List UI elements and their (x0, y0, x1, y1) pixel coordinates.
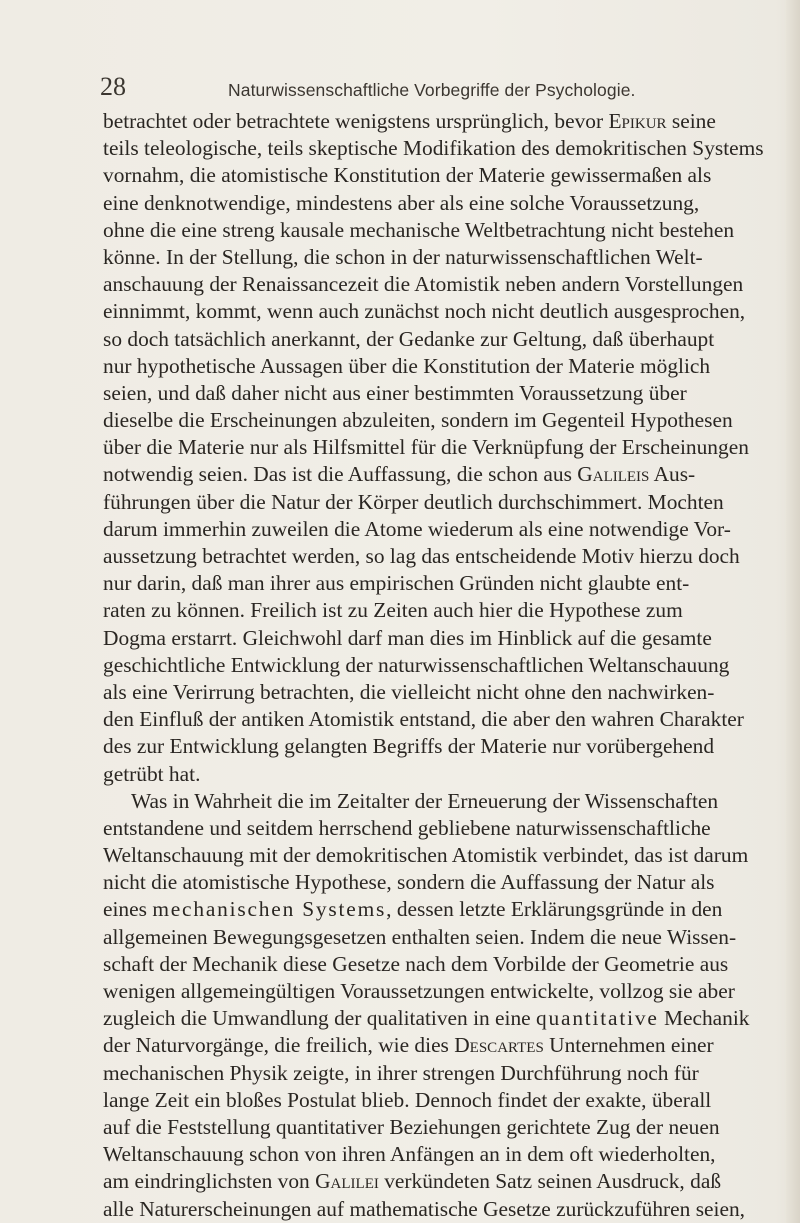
text-segment: betrachtet oder betrachtete wenigstens ursprünglich, bevor (103, 109, 609, 133)
text-line (103, 1114, 720, 1141)
text-segment: teils teleologische, teils skeptische Modifikation des demokritischen Systems (103, 136, 764, 161)
text-segment: der Naturvorgänge, die freilich, wie dies (103, 1033, 455, 1058)
author-name: Descartes (454, 1033, 544, 1058)
text-line (103, 190, 700, 217)
text-segment: am eindringlichsten von (103, 1169, 316, 1194)
text-segment: , dessen letzte Erklärungsgründe in den (386, 897, 723, 922)
text-line (103, 1168, 722, 1195)
text-segment: entstandene und seitdem herrschend gebliebene naturwissenschaftliche (103, 815, 711, 840)
text-segment: zugleich die Umwandlung der qualitativen in eine (103, 1006, 537, 1031)
text-line (103, 271, 744, 298)
text-line (103, 951, 729, 978)
running-title: Naturwissenschaftliche Vorbegriffe der Psychologie. (228, 80, 636, 100)
text-segment: raten zu können. Freilich ist zu Zeiten auch hier die Hypothese zum (103, 598, 683, 623)
text-line (103, 896, 723, 923)
text-segment: Mechanik (658, 1006, 750, 1031)
page-number: 28 (100, 72, 126, 101)
emphasized-text: quantitative (536, 1006, 659, 1031)
text-segment: verkündeten Satz seinen Ausdruck, daß (378, 1169, 722, 1194)
text-segment: seien, und daß daher nicht aus einer bestimmten Voraussetzung über (103, 380, 687, 405)
text-line (103, 543, 740, 570)
text-segment: eine denknotwendige, mindestens aber als eine solche Voraussetzung, (103, 190, 700, 215)
text-line (103, 516, 731, 543)
text-segment: Weltanschauung schon von ihren Anfängen an in dem oft wiederholten, (103, 1142, 716, 1167)
text-segment: Weltanschauung mit der demokritischen Atomistik verbindet, das ist darum (103, 843, 749, 868)
text-line (103, 461, 696, 488)
text-segment: aussetzung betrachtet werden, so lag das entscheidende Motiv hierzu doch (103, 544, 740, 568)
text-line (103, 597, 683, 624)
page-header (100, 72, 660, 106)
text-segment: seine (666, 109, 716, 133)
text-segment: nur hypothetische Aussagen über die Konstitution der Materie möglich (103, 353, 711, 378)
text-segment: Dogma erstarrt. Gleichwohl darf man dies im Hinblick auf die gesamte (103, 625, 712, 650)
text-line (103, 815, 711, 842)
text-segment: allgemeinen Bewegungsgesetzen enthalten seien. Indem die neue Wissen- (103, 924, 737, 949)
text-segment: nicht die atomistische Hypothese, sondern die Auffassung der Natur als (103, 870, 715, 895)
text-segment: den Einfluß der antiken Atomistik entstand, die aber den wahren Charakter (103, 707, 744, 732)
text-line (103, 788, 719, 815)
text-line (103, 924, 737, 951)
text-line (103, 1141, 716, 1168)
text-line (103, 625, 712, 652)
text-segment: auf die Feststellung quantitativer Beziehungen gerichtete Zug der neuen (103, 1114, 720, 1139)
text-line (103, 1032, 714, 1059)
text-segment: schaft der Mechanik diese Gesetze nach dem Vorbilde der Geometrie aus (103, 951, 729, 976)
text-line (103, 842, 749, 869)
text-segment: vornahm, die atomistische Konstitution der Materie gewissermaßen als (103, 163, 712, 188)
author-name: Epikur (608, 109, 667, 133)
text-line (103, 108, 716, 135)
text-segment: Aus- (649, 462, 696, 487)
text-segment: anschauung der Renaissancezeit die Atomistik neben andern Vorstellungen (103, 272, 744, 297)
text-segment: so doch tatsächlich anerkannt, der Gedanke zur Geltung, daß überhaupt (103, 326, 715, 351)
text-segment: lange Zeit ein bloßes Postulat blieb. Dennoch findet der exakte, überall (103, 1087, 712, 1112)
text-line (103, 217, 735, 244)
text-line (103, 761, 625, 788)
text-line (103, 1196, 746, 1223)
text-segment: könne. In der Stellung, die schon in der naturwissenschaftlichen Welt- (103, 244, 703, 269)
text-segment: des zur Entwicklung gelangten Begriffs der Materie nur vorübergehend (103, 734, 715, 759)
author-name: Galileis (577, 462, 650, 487)
body-text (103, 108, 764, 1223)
text-segment: mechanischen Physik zeigte, in ihrer strengen Durchführung noch für (103, 1060, 699, 1085)
text-segment: alle Naturerscheinungen auf mathematische Gesetze zurückzuführen seien, (103, 1196, 746, 1221)
text-line (103, 489, 724, 516)
text-line (103, 298, 746, 325)
text-line (103, 570, 690, 597)
text-line (103, 1060, 699, 1087)
text-line (103, 1005, 750, 1032)
page-edge (786, 0, 800, 1223)
text-segment: als eine Verirrung betrachten, die vielleicht nicht ohne den nachwirken- (103, 679, 715, 704)
text-line (103, 380, 687, 407)
text-segment: getrübt hat. (103, 761, 201, 786)
text-segment: einnimmt, kommt, wenn auch zunächst noch nicht deutlich ausgesprochen, (103, 299, 746, 324)
author-name: Galilei (315, 1169, 379, 1194)
text-line (103, 978, 735, 1005)
text-line (103, 353, 711, 380)
text-line (103, 326, 715, 353)
text-line (103, 135, 764, 162)
text-segment: ohne die eine streng kausale mechanische Weltbetrachtung nicht bestehen (103, 217, 735, 242)
text-segment: geschichtliche Entwicklung der naturwissenschaftlichen Weltanschauung (103, 652, 730, 677)
text-line (103, 162, 712, 189)
text-segment: Unternehmen einer (543, 1033, 714, 1058)
text-line (103, 244, 703, 271)
text-segment: notwendig seien. Das ist die Auffassung, die schon aus (103, 462, 578, 487)
text-segment: eines (103, 897, 153, 922)
text-line (103, 869, 715, 896)
text-line (103, 1087, 712, 1114)
text-line (103, 733, 715, 760)
text-line (103, 706, 744, 733)
text-segment: dieselbe die Erscheinungen abzuleiten, sondern im Gegenteil Hypothesen (103, 408, 733, 433)
text-line (103, 434, 749, 461)
text-segment: wenigen allgemeingültigen Voraussetzungen entwickelte, vollzog sie aber (103, 979, 735, 1003)
text-segment: darum immerhin zuweilen die Atome wiederum als eine notwendige Vor- (103, 516, 731, 541)
text-line (103, 679, 715, 706)
emphasized-text: mechanischen Systems (152, 897, 387, 922)
text-line (103, 652, 730, 679)
text-segment: führungen über die Natur der Körper deutlich durchschimmert. Mochten (103, 489, 724, 514)
text-line (103, 407, 733, 434)
text-segment: über die Materie nur als Hilfsmittel für die Verknüpfung der Erscheinungen (103, 435, 749, 460)
text-segment: Was in Wahrheit die im Zeitalter der Erneuerung der Wissenschaften (131, 788, 719, 813)
text-segment: nur darin, daß man ihrer aus empirischen Gründen nicht glaubte ent- (103, 571, 690, 596)
